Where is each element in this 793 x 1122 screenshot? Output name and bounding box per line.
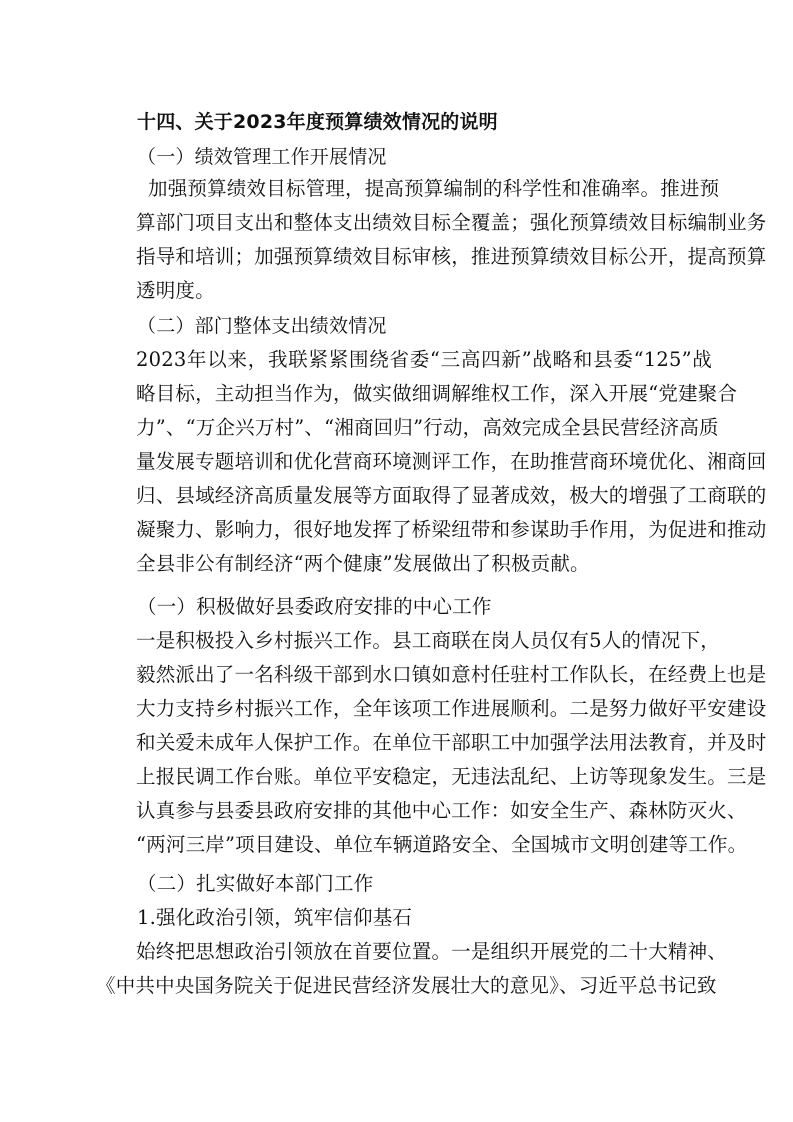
section-2-line-2: 略目标，主动担当作为，做实做细调解维权工作，深入开展“党建聚合 — [136, 382, 738, 405]
section-2-line-6: 凝聚力、影响力，很好地发挥了桥梁纽带和参谋助手作用，为促进和推动 — [136, 518, 767, 541]
section-3-line-2: 毅然派出了一名科级干部到水口镇如意村任驻村工作队长，在经费上也是 — [136, 663, 767, 686]
section-2-line-4: 量发展专题培训和优化营商环境测评工作，在助推营商环境优化、湘商回 — [136, 450, 767, 473]
section-4-line-1: 始终把思想政治引领放在首要位置。一是组织开展党的二十大精神、 — [136, 940, 728, 963]
section-3-title: （一）积极做好县委政府安排的中心工作 — [137, 595, 492, 618]
section-4-line-2: 《中共中央国务院关于促进民营经济发展壮大的意见》、习近平总书记致 — [96, 974, 717, 997]
section-4-subtitle: 1.强化政治引领，筑牢信仰基石 — [137, 906, 413, 929]
section-1-line-2: 算部门项目支出和整体支出绩效目标全覆盖；强化预算绩效目标编制业务 — [136, 211, 767, 234]
section-2-line-5: 归、县域经济高质量发展等方面取得了显著成效，极大的增强了工商联的 — [136, 484, 767, 507]
section-3-line-5: 上报民调工作台账。单位平安稳定，无违法乱纪、上访等现象发生。三是 — [136, 765, 767, 788]
section-2-line-3: 力”、“万企兴万村”、“湘商回归”行动，高效完成全县民营经济高质 — [136, 416, 719, 439]
section-4-title: （二）扎实做好本部门工作 — [137, 872, 374, 895]
section-1-line-1: 加强预算绩效目标管理，提高预算编制的科学性和准确率。推进预 — [148, 177, 720, 200]
section-3-line-6: 认真参与县委县政府安排的其他中心工作：如安全生产、森林防灭火、 — [136, 799, 747, 822]
section-1-line-4: 透明度。 — [136, 279, 215, 302]
section-2-title: （二）部门整体支出绩效情况 — [137, 315, 387, 337]
section-3-line-1: 一是积极投入乡村振兴工作。县工商联在岗人员仅有5人的情况下， — [136, 629, 720, 652]
section-heading: 十四、关于2023年度预算绩效情况的说明 — [137, 111, 498, 133]
section-3-line-4: 和关爱未成年人保护工作。在单位干部职工中加强学法用法教育，并及时 — [136, 731, 767, 754]
section-3-line-3: 大力支持乡村振兴工作，全年该项工作进展顺利。二是努力做好平安建设 — [136, 697, 767, 720]
section-2-line-7: 全县非公有制经济“两个健康”发展做出了积极贡献。 — [136, 552, 590, 575]
section-2-line-1: 2023年以来，我联紧紧围绕省委“三高四新”战略和县委“125”战 — [136, 348, 712, 371]
section-1-title: （一）绩效管理工作开展情况 — [137, 146, 387, 168]
section-3-line-7: “两河三岸”项目建设、单位车辆道路安全、全国城市文明创建等工作。 — [136, 833, 748, 856]
section-1-line-3: 指导和培训；加强预算绩效目标审核，推进预算绩效目标公开，提高预算 — [136, 245, 767, 268]
